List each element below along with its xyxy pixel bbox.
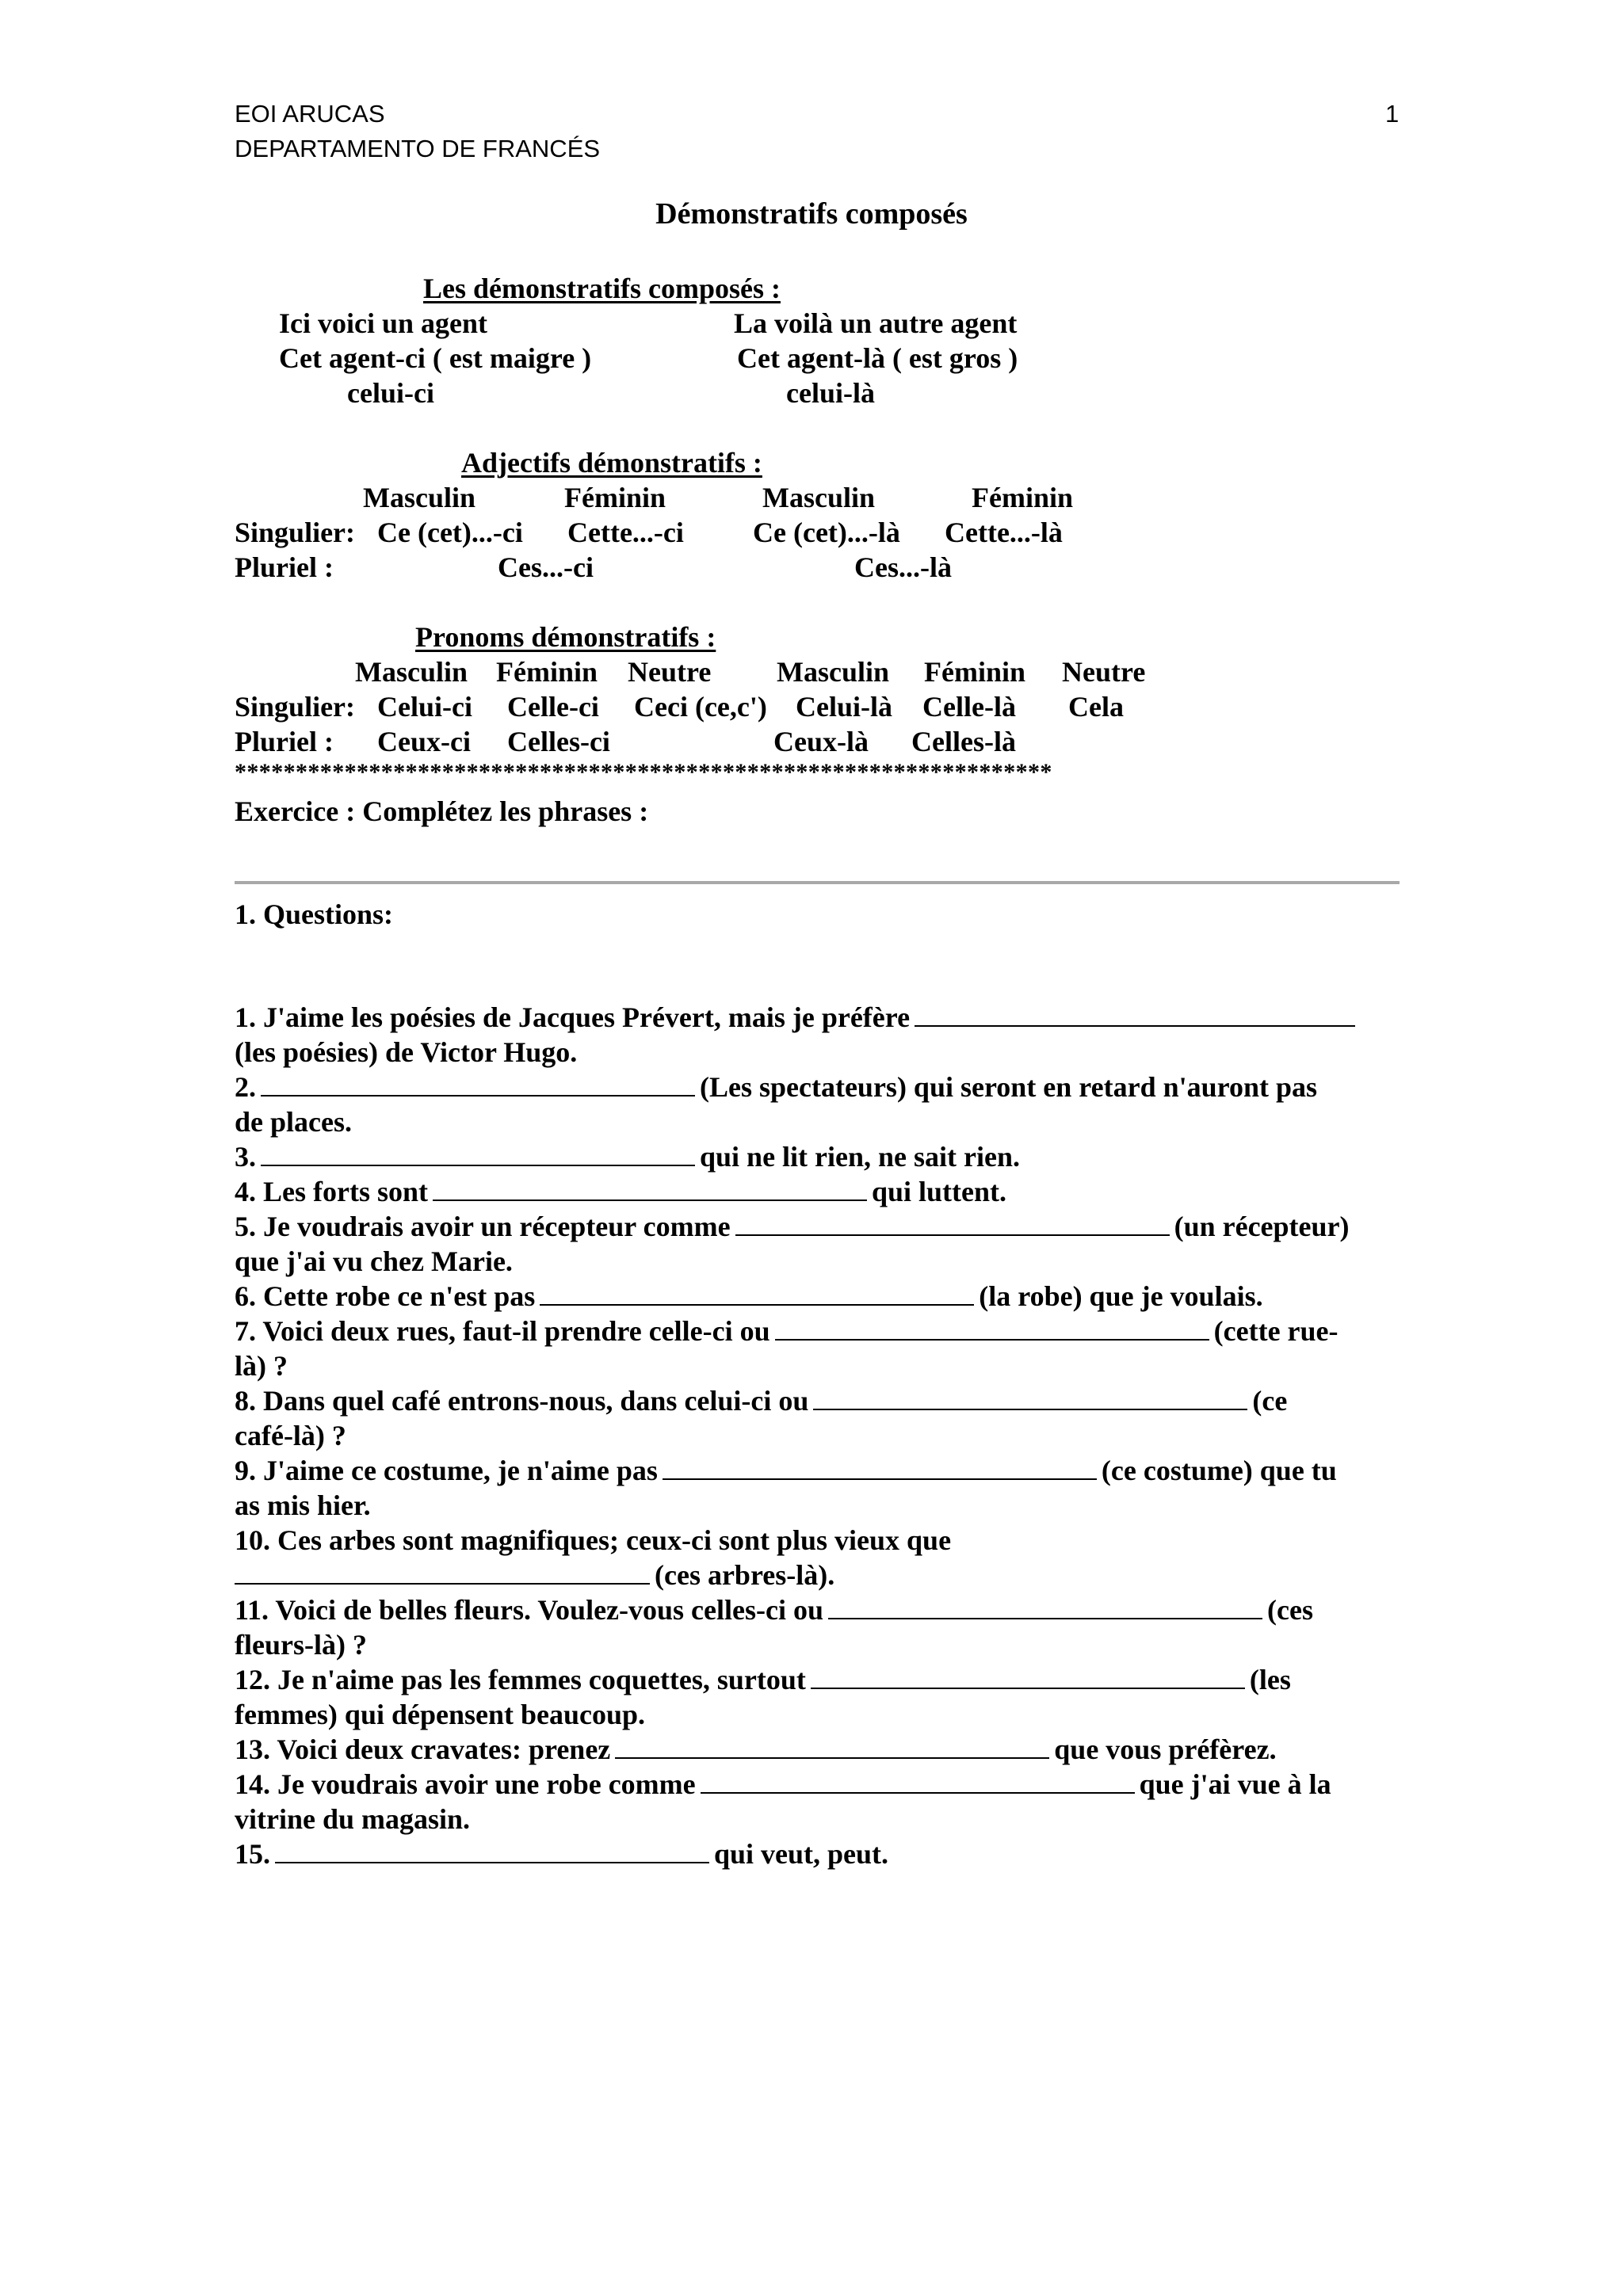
adjectifs-sing-3: Ce (cet)...-là: [753, 517, 900, 548]
adjectifs-col-masculin-ci: Masculin: [363, 482, 476, 513]
adjectifs-sing-4: Cette...-là: [945, 517, 1063, 548]
pronoms-sing-1: Celui-ci: [377, 691, 472, 723]
exercise-heading: Exercice : Complétez les phrases :: [235, 795, 649, 827]
answer-blank-3[interactable]: [261, 1141, 695, 1166]
adjectifs-sing-1: Ce (cet)...-ci: [377, 517, 523, 548]
question-7-line-1: 7. Voici deux rues, faut-il prendre celle-ci ou (cette rue-: [235, 1315, 1338, 1347]
answer-blank-12[interactable]: [811, 1664, 1245, 1689]
question-14-line-2: vitrine du magasin.: [235, 1803, 471, 1835]
pronoms-plur-3: Ceux-là: [773, 726, 869, 757]
school-name: EOI ARUCAS: [235, 100, 385, 128]
pronoms-singulier-label: Singulier:: [235, 691, 356, 723]
answer-blank-13[interactable]: [615, 1733, 1049, 1759]
question-2-line-2: de places.: [235, 1106, 352, 1138]
question-14-line-1: 14. Je voudrais avoir une robe comme que j'ai vue à la: [235, 1768, 1331, 1800]
question-11-line-1: 11. Voici de belles fleurs. Voulez-vous celles-ci ou (ces: [235, 1594, 1313, 1626]
pronoms-pluriel-label: Pluriel :: [235, 726, 334, 757]
answer-blank-5[interactable]: [735, 1211, 1170, 1236]
question-1-line-1: 1. J'aime les poésies de Jacques Prévert, mais je préfère: [235, 1000, 1360, 1035]
pronoms-sing-5: Celle-là: [922, 691, 1016, 723]
pronoms-heading: Pronoms démonstratifs :: [415, 621, 716, 653]
composes-right-1: La voilà un autre agent: [734, 307, 1018, 339]
adjectifs-heading: Adjectifs démonstratifs :: [461, 447, 762, 479]
questions-heading: 1. Questions:: [235, 898, 394, 930]
adjectifs-pluriel-label: Pluriel :: [235, 551, 334, 583]
question-4-line-1: 4. Les forts sont qui luttent.: [235, 1176, 1007, 1207]
composes-right-2: Cet agent-là ( est gros ): [737, 342, 1018, 374]
pronoms-sing-6: Cela: [1068, 691, 1124, 723]
adjectifs-col-masculin-la: Masculin: [762, 482, 876, 513]
answer-blank-1[interactable]: [915, 1001, 1355, 1027]
pronoms-plur-4: Celles-là: [911, 726, 1016, 757]
adjectifs-col-feminin-ci: Féminin: [564, 482, 666, 513]
question-12-line-1: 12. Je n'aime pas les femmes coquettes, surtout (les: [235, 1664, 1291, 1695]
composes-left-2: Cet agent-ci ( est maigre ): [279, 342, 592, 374]
question-10-line-2: (ces arbres-là).: [235, 1558, 834, 1592]
pronoms-sing-3: Ceci (ce,c'): [634, 691, 767, 723]
question-10-line-1: 10. Ces arbes sont magnifiques; ceux-ci sont plus vieux que: [235, 1524, 952, 1556]
pronoms-col-3: Neutre: [628, 656, 712, 688]
department-name: DEPARTAMENTO DE FRANCÉS: [235, 135, 601, 162]
question-6-line-1: 6. Cette robe ce n'est pas (la robe) que je voulais.: [235, 1280, 1263, 1312]
answer-blank-4[interactable]: [433, 1176, 867, 1201]
answer-blank-14[interactable]: [701, 1768, 1135, 1794]
pronoms-col-5: Féminin: [924, 656, 1026, 688]
pronoms-plur-2: Celles-ci: [507, 726, 610, 757]
adjectifs-col-feminin-la: Féminin: [972, 482, 1074, 513]
stars-separator: *******************************************************************: [235, 759, 1052, 785]
adjectifs-singulier-label: Singulier:: [235, 517, 356, 548]
pronoms-plur-1: Ceux-ci: [377, 726, 471, 757]
answer-blank-15[interactable]: [275, 1838, 709, 1863]
answer-blank-2[interactable]: [261, 1071, 695, 1097]
composes-right-3: celui-là: [786, 377, 875, 409]
adjectifs-sing-2: Cette...-ci: [567, 517, 684, 548]
answer-blank-6[interactable]: [540, 1280, 974, 1306]
answer-blank-9[interactable]: [663, 1455, 1097, 1480]
question-9-line-2: as mis hier.: [235, 1489, 371, 1521]
adjectifs-plur-2: Ces...-là: [854, 551, 952, 583]
answer-blank-11[interactable]: [828, 1594, 1262, 1619]
question-3-line-1: 3. qui ne lit rien, ne sait rien.: [235, 1141, 1020, 1173]
horizontal-rule: [235, 881, 1400, 884]
answer-blank-10[interactable]: [235, 1559, 650, 1585]
pronoms-col-1: Masculin: [355, 656, 468, 688]
answer-blank-7[interactable]: [775, 1315, 1209, 1341]
question-5-line-2: que j'ai vu chez Marie.: [235, 1245, 513, 1277]
answer-blank-8[interactable]: [813, 1385, 1247, 1410]
question-9-line-1: 9. J'aime ce costume, je n'aime pas (ce costume) que tu: [235, 1455, 1337, 1486]
question-8-line-2: café-là) ?: [235, 1420, 346, 1451]
composes-heading: Les démonstratifs composés :: [423, 273, 781, 304]
adjectifs-plur-1: Ces...-ci: [498, 551, 594, 583]
composes-left-3: celui-ci: [347, 377, 434, 409]
page-title: Démonstratifs composés: [655, 197, 968, 231]
page-number: 1: [1385, 100, 1400, 128]
pronoms-sing-4: Celui-là: [796, 691, 892, 723]
question-13-line-1: 13. Voici deux cravates: prenez que vous préfèrez.: [235, 1733, 1277, 1765]
pronoms-sing-2: Celle-ci: [507, 691, 599, 723]
question-5-line-1: 5. Je voudrais avoir un récepteur comme (un récepteur): [235, 1211, 1350, 1242]
question-12-line-2: femmes) qui dépensent beaucoup.: [235, 1699, 646, 1730]
question-7-line-2: là) ?: [235, 1350, 288, 1382]
question-2-line-1: 2. (Les spectateurs) qui seront en retard n'auront pas: [235, 1071, 1318, 1103]
pronoms-col-6: Neutre: [1062, 656, 1146, 688]
pronoms-col-4: Masculin: [777, 656, 890, 688]
question-1-line-2: (les poésies) de Victor Hugo.: [235, 1036, 578, 1068]
pronoms-col-2: Féminin: [496, 656, 598, 688]
question-8-line-1: 8. Dans quel café entrons-nous, dans celui-ci ou (ce: [235, 1385, 1288, 1417]
composes-left-1: Ici voici un agent: [279, 307, 488, 339]
question-11-line-2: fleurs-là) ?: [235, 1629, 367, 1661]
question-15-line-1: 15. qui veut, peut.: [235, 1838, 889, 1870]
